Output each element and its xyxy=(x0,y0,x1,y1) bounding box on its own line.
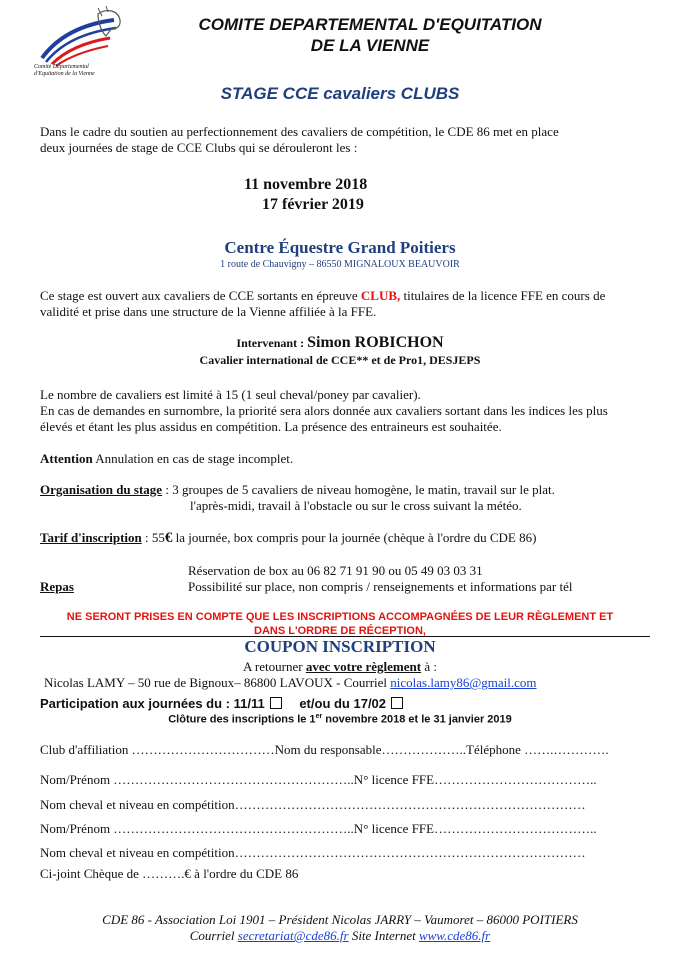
organisation-label: Organisation du stage xyxy=(40,482,163,497)
repas-label: Repas xyxy=(40,579,74,594)
footer xyxy=(20,912,660,944)
tarif-euro: € xyxy=(164,530,173,546)
coupon-address xyxy=(44,675,664,691)
intervenant-label: Intervenant : xyxy=(236,336,308,350)
warning-line1: NE SERONT PRISES EN COMPTE QUE LES INSCRIPTIONS ACCOMPAGNÉES DE LEUR RÈGLEMENT ET xyxy=(66,611,614,623)
attention-detail: Annulation en cas de stage incomplet. xyxy=(92,451,294,466)
footer-courriel-label: Courriel xyxy=(189,928,238,943)
intervenant-role: Cavalier international de CCE** et de Pro1, DESJEPS xyxy=(199,353,481,367)
horse-logo-icon xyxy=(28,6,128,66)
warning-notice xyxy=(40,610,640,638)
footer-line1: CDE 86 - Association Loi 1901 – Président Nicolas JARRY – Vaumoret – 86000 POITIERS xyxy=(102,912,578,927)
footer-site-link[interactable]: www.cde86.fr xyxy=(418,928,491,943)
org-name xyxy=(140,14,600,56)
closing-sup: er xyxy=(315,713,323,720)
open-text-post: titulaires de la licence FFE en cours de xyxy=(400,288,606,303)
attention-label: Attention xyxy=(40,451,93,466)
coupon-return-pre: A retourner xyxy=(243,659,306,674)
field-nom-prenom-1[interactable]: Nom/Prénom ………………………………………………..N° licence FFE……………………………….. xyxy=(40,772,597,787)
organisation-line1: : 3 groupes de 5 cavaliers de niveau homogène, le matin, travail sur le plat. xyxy=(162,482,555,497)
org-name-line2: DE LA VIENNE xyxy=(310,36,430,55)
coupon-return xyxy=(140,659,540,675)
limit-line2: En cas de demandes en surnombre, la priorité sera alors donnée aux cavaliers sortant dans les indices les plus xyxy=(40,403,608,418)
organisation-line2: l'après-midi, travail à l'obstacle ou sur le cross suivant la météo. xyxy=(190,498,522,513)
tarif-label: Tarif d'inscription xyxy=(40,530,142,545)
participation-row xyxy=(40,696,660,711)
closing-post: novembre 2018 et le 31 janvier 2019 xyxy=(322,713,512,726)
checkbox-17-02[interactable] xyxy=(391,697,403,709)
field-cheval-1[interactable]: Nom cheval et niveau en compétition……………………………………………………………………… xyxy=(40,797,586,812)
participation-label: Participation aux journées du : 11/11 xyxy=(40,696,265,711)
tarif-text xyxy=(40,530,660,546)
repas-text: Possibilité sur place, non compris / renseignements et informations par tél xyxy=(188,579,573,594)
logo-caption-2: d'Equitation de la Vienne xyxy=(34,71,95,77)
tarif-sep: : 55 xyxy=(141,530,165,545)
intro-text xyxy=(40,124,660,156)
footer-site-label: Site Internet xyxy=(348,928,419,943)
limit-line3: élevés et étant les plus assidus en compétition. La présence des entraineurs est souhaitée. xyxy=(40,419,502,434)
participation-or: et/ou du 17/02 xyxy=(299,696,387,711)
field-nom-prenom-2[interactable]: Nom/Prénom ………………………………………………..N° licence FFE……………………………….. xyxy=(40,821,597,836)
date-2: 17 février 2019 xyxy=(262,196,364,213)
open-text-line2: validité et prise dans une structure de la Vienne affiliée à la FFE. xyxy=(40,304,377,319)
logo xyxy=(28,6,128,82)
coupon-email-link[interactable]: nicolas.lamy86@gmail.com xyxy=(390,675,537,690)
tarif-detail: la journée, box compris pour la journée (chèque à l'ordre du CDE 86) xyxy=(172,530,537,545)
intro-line1: Dans le cadre du soutien au perfectionnement des cavaliers de compétition, le CDE 86 met en place xyxy=(40,124,559,139)
checkbox-11-11[interactable] xyxy=(270,697,282,709)
closing-dates xyxy=(90,713,590,726)
logo-caption-1: Comité Départemental xyxy=(34,64,89,70)
limit-text xyxy=(40,387,660,435)
organisation-text xyxy=(40,482,660,514)
stage-title: STAGE CCE cavaliers CLUBS xyxy=(220,84,460,103)
coupon-address-text: Nicolas LAMY – 50 rue de Bignoux– 86800 LAVOUX - Courriel xyxy=(44,675,391,690)
limit-line1: Le nombre de cavaliers est limité à 15 (1 seul cheval/poney par cavalier). xyxy=(40,387,421,402)
field-club[interactable]: Club d'affiliation ……………………………Nom du responsable………………..Téléphone …….…………. xyxy=(40,742,609,757)
attention-text xyxy=(40,451,660,467)
field-cheque[interactable]: Ci-joint Chèque de ……….€ à l'ordre du CDE 86 xyxy=(40,866,299,881)
closing-pre: Clôture des inscriptions le 1 xyxy=(168,713,316,726)
box-reservation: Réservation de box au 06 82 71 91 90 ou 05 49 03 03 31 xyxy=(188,563,483,578)
open-text xyxy=(40,288,660,320)
venue-address: 1 route de Chauvigny – 86550 MIGNALOUX BEAUVOIR xyxy=(220,259,460,270)
club-highlight: CLUB, xyxy=(360,288,401,303)
org-name-line1: COMITE DEPARTEMENTAL D'EQUITATION xyxy=(198,15,542,34)
intervenant-name: Simon ROBICHON xyxy=(307,334,444,351)
date-1: 11 novembre 2018 xyxy=(244,176,368,193)
coupon-return-bold: avec votre règlement xyxy=(305,659,422,674)
open-text-pre: Ce stage est ouvert aux cavaliers de CCE sortants en épreuve xyxy=(40,288,361,303)
coupon-title: COUPON INSCRIPTION xyxy=(244,637,436,656)
venue-name: Centre Équestre Grand Poitiers xyxy=(224,238,456,257)
intervenant xyxy=(90,334,590,368)
coupon-return-post: à : xyxy=(421,659,437,674)
warning-line2: DANS L'ORDRE DE RÉCEPTION, xyxy=(254,625,426,637)
footer-email-link[interactable]: secretariat@cde86.fr xyxy=(237,928,349,943)
intro-line2: deux journées de stage de CCE Clubs qui se dérouleront les : xyxy=(40,140,358,155)
field-cheval-2[interactable]: Nom cheval et niveau en compétition……………………………………………………………………… xyxy=(40,845,586,860)
